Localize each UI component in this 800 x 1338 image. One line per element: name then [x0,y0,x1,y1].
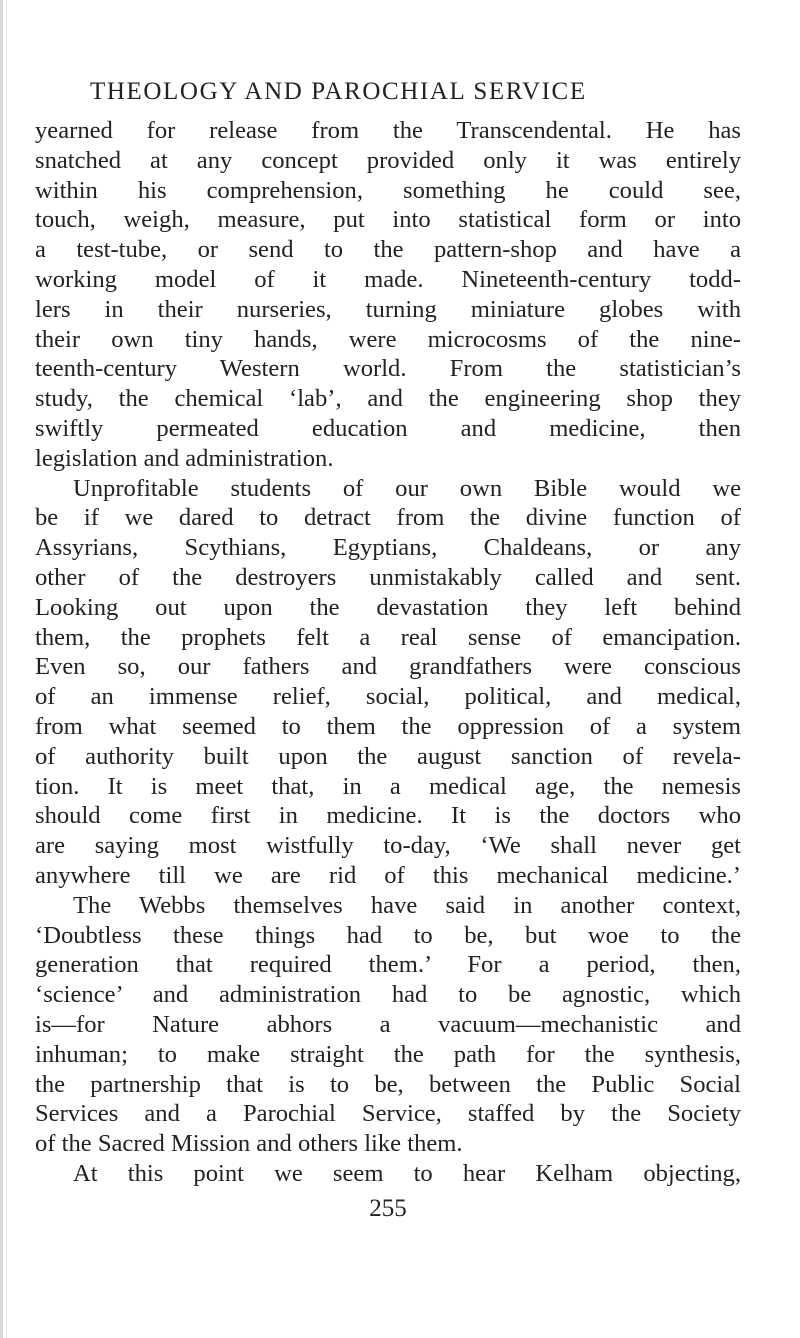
text-line: are saying most wistfully to-day, ‘We shall never get [35,832,741,860]
running-head: THEOLOGY AND PAROCHIAL SERVICE [90,78,587,105]
page-edge-line [6,0,7,1338]
text-line: other of the destroyers unmistakably called and sent. [35,563,741,591]
text-line: Looking out upon the devastation they left behind [35,593,741,621]
text-line: Services and a Parochial Service, staffed by the Society [35,1100,741,1128]
text-line: them, the prophets felt a real sense of emancipation. [35,623,741,651]
text-line: of authority built upon the august sanction of revela- [35,742,741,770]
text-line: should come first in medicine. It is the doctors who [35,802,741,830]
text-line: teenth-century Western world. From the statistician’s [35,355,741,383]
text-line: inhuman; to make straight the path for the synthesis, [35,1040,741,1068]
text-line: legislation and administration. [35,444,334,472]
text-line: snatched at any concept provided only it was entirely [35,146,741,174]
text-line: ‘science’ and administration had to be agnostic, which [35,981,741,1009]
text-line: tion. It is meet that, in a medical age, the nemesis [35,772,741,800]
text-line: within his comprehension, something he could see, [35,176,741,204]
text-line: is—for Nature abhors a vacuum—mechanistic and [35,1010,741,1038]
text-line: lers in their nurseries, turning miniature globes with [35,295,741,323]
text-line: working model of it made. Nineteenth-century todd- [35,265,741,293]
text-line: their own tiny hands, were microcosms of the nine- [35,325,741,353]
text-line: ‘Doubtless these things had to be, but woe to the [35,921,741,949]
text-line: touch, weigh, measure, put into statistical form or into [35,206,741,234]
text-line: anywhere till we are rid of this mechanical medicine.’ [35,861,741,889]
text-line: be if we dared to detract from the divine function of [35,504,741,532]
text-line: swiftly permeated education and medicine, then [35,414,741,442]
text-line: study, the chemical ‘lab’, and the engineering shop they [35,385,741,413]
text-line: the partnership that is to be, between the Public Social [35,1070,741,1098]
text-line: At this point we seem to hear Kelham objecting, [73,1159,741,1187]
text-line: Unprofitable students of our own Bible would we [73,474,741,502]
text-line: Even so, our fathers and grandfathers were conscious [35,653,741,681]
text-line: The Webbs themselves have said in another context, [73,891,741,919]
text-line: generation that required them.’ For a period, then, [35,951,741,979]
text-line: from what seemed to them the oppression of a system [35,712,741,740]
text-line: of an immense relief, social, political, and medical, [35,683,741,711]
page-number: 255 [369,1195,407,1222]
text-line: yearned for release from the Transcendental. He has [35,117,741,144]
text-line: of the Sacred Mission and others like them. [35,1130,463,1158]
body-text [35,116,741,1189]
text-line: Assyrians, Scythians, Egyptians, Chaldeans, or any [35,534,741,562]
page-edge-shadow [0,0,3,1338]
text-line: a test-tube, or send to the pattern-shop and have a [35,236,741,264]
